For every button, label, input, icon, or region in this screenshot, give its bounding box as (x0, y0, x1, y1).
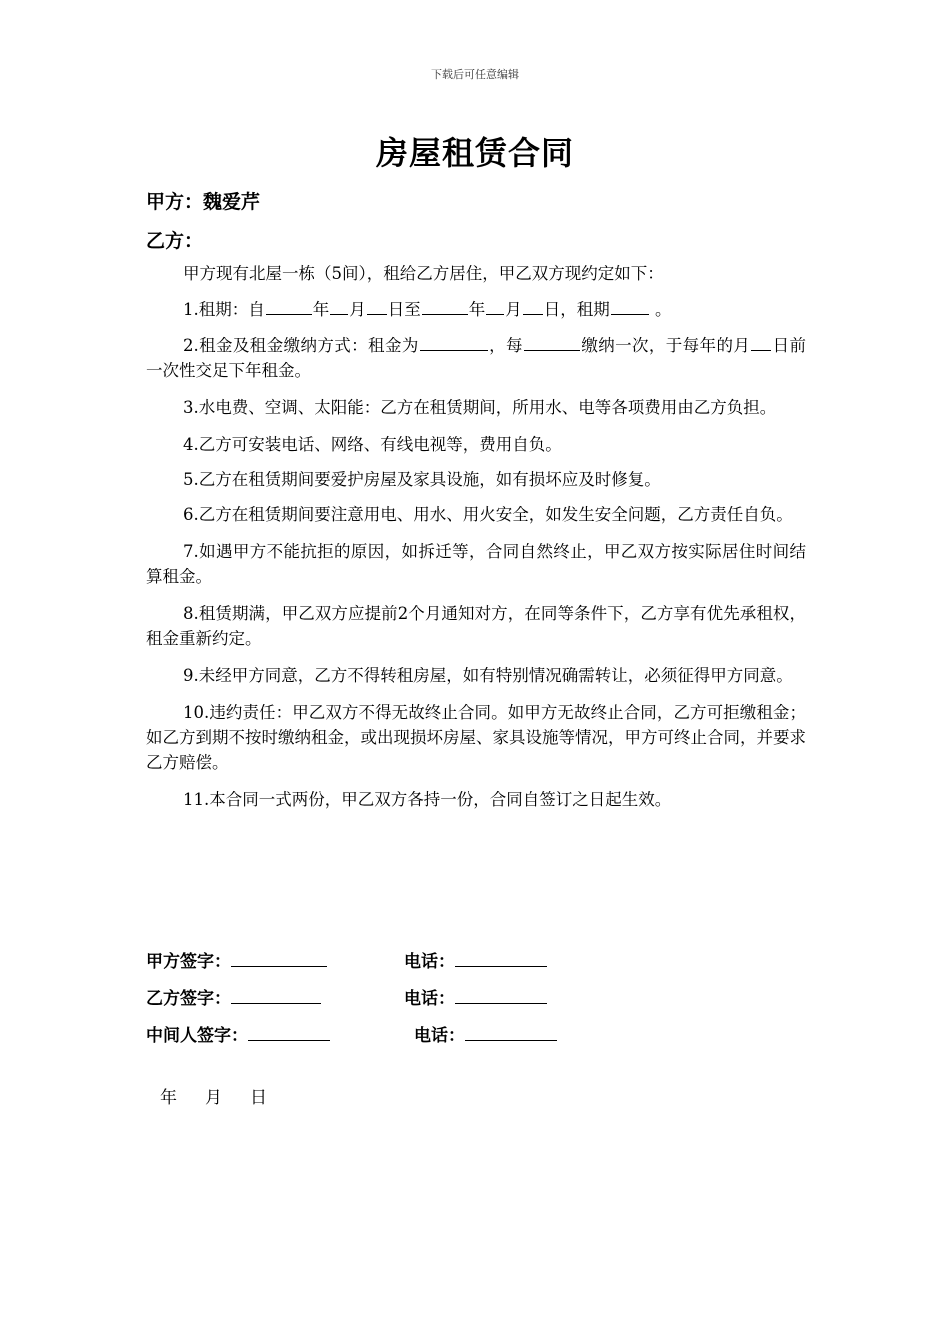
phone-label: 电话： (404, 952, 455, 972)
end-year-blank[interactable] (422, 296, 468, 315)
middleman-signature-line[interactable] (248, 1024, 330, 1041)
clause-5: 5.乙方在租赁期间要爱护房屋及家具设施，如有损坏应及时修复。 (183, 470, 661, 489)
start-month-blank[interactable] (330, 296, 348, 315)
clause-1 (146, 296, 806, 322)
clause-1-text: 1.租期：自 (183, 300, 265, 319)
clause-8: 8.租赁期满，甲乙双方应提前2个月通知对方，在同等条件下，乙方享有优先承租权，租金重新约定。 (146, 604, 806, 648)
party-a-label: 甲方：魏爱芹 (146, 191, 261, 213)
middleman-signature-label: 中间人签字： (146, 1026, 248, 1046)
clause-1-text: 月 (349, 300, 366, 319)
party-b-signature-row (146, 984, 455, 1009)
clause-2-text: ，每 (488, 336, 523, 355)
clause-2 (146, 332, 806, 383)
date-month-label: 月 (205, 1088, 222, 1108)
signing-date (160, 1083, 295, 1108)
middleman-phone-line[interactable] (465, 1024, 557, 1041)
party-b-label: 乙方： (146, 230, 204, 252)
clause-11: 11.本合同一式两份，甲乙双方各持一份，合同自签订之日起生效。 (183, 790, 672, 809)
date-year-label: 年 (160, 1088, 177, 1108)
clause-1-text: 日至 (387, 300, 421, 319)
party-a-phone-line[interactable] (455, 950, 547, 967)
payment-day-blank[interactable] (751, 332, 771, 351)
intro-paragraph: 甲方现有北屋一栋（5间），租给乙方居住，甲乙双方现约定如下： (183, 264, 664, 283)
party-a-signature-row (146, 947, 455, 972)
start-year-blank[interactable] (266, 296, 312, 315)
middleman-signature-row (146, 1021, 465, 1046)
contract-body (146, 261, 806, 824)
party-b-signature-line[interactable] (231, 987, 321, 1004)
phone-label: 电话： (414, 1026, 465, 1046)
party-a-phone (404, 947, 547, 972)
end-day-blank[interactable] (523, 296, 543, 315)
header-note: 下载后可任意编辑 (431, 68, 519, 81)
clause-2-text: 2.租金及租金缴纳方式：租金为 (183, 336, 419, 355)
party-a-signature-label: 甲方签字： (146, 952, 231, 972)
lease-term-blank[interactable] (611, 296, 649, 315)
clause-6: 6.乙方在租赁期间要注意用电、用水、用火安全，如发生安全问题，乙方责任自负。 (183, 505, 793, 524)
clause-1-text: 年 (312, 300, 330, 319)
party-a-signature-line[interactable] (231, 950, 327, 967)
clause-1-text: 。 (655, 300, 672, 319)
start-day-blank[interactable] (367, 296, 387, 315)
middleman-phone (414, 1021, 557, 1046)
clause-10: 10.违约责任：甲乙双方不得无故终止合同。如甲方无故终止合同，乙方可拒缴租金；如乙方到期不按时缴纳租金，或出现损坏房屋、家具设施等情况，甲方可终止合同，并要求乙方赔偿。 (146, 703, 806, 772)
clause-1-text: 年 (468, 300, 486, 319)
clause-1-text: 日，租期 (543, 300, 610, 319)
end-month-blank[interactable] (486, 296, 504, 315)
clause-2-text: 日前一次性交足下年租金。 (146, 336, 807, 380)
phone-label: 电话： (404, 989, 455, 1009)
date-day-label: 日 (250, 1088, 267, 1108)
rent-amount-blank[interactable] (420, 332, 488, 351)
document-title: 房屋租赁合同 (375, 134, 574, 172)
clause-1-text: 月 (505, 300, 522, 319)
party-b-phone (404, 984, 547, 1009)
party-b-signature-label: 乙方签字： (146, 989, 231, 1009)
clause-9: 9.未经甲方同意，乙方不得转租房屋，如有特别情况确需转让，必须征得甲方同意。 (183, 666, 793, 685)
payment-period-blank[interactable] (524, 332, 580, 351)
clause-2-text: 缴纳一次，于每年的月 (580, 336, 751, 355)
clause-7: 7.如遇甲方不能抗拒的原因，如拆迁等，合同自然终止，甲乙双方按实际居住时间结算租金。 (146, 542, 806, 586)
party-b-phone-line[interactable] (455, 987, 547, 1004)
clause-3: 3.水电费、空调、太阳能：乙方在租赁期间，所用水、电等各项费用由乙方负担。 (183, 398, 777, 417)
clause-4: 4.乙方可安装电话、网络、有线电视等，费用自负。 (183, 435, 562, 454)
